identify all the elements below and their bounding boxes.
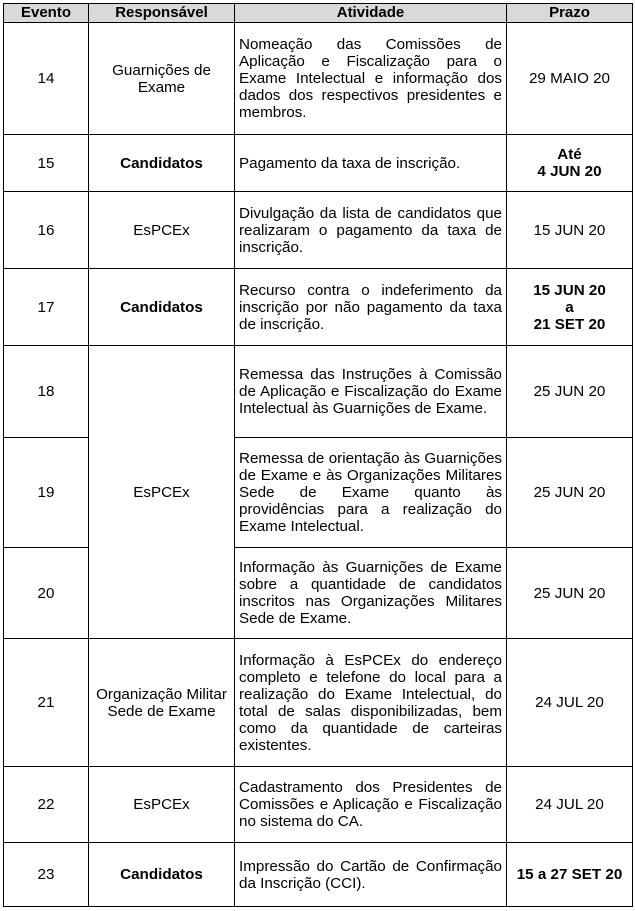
table-row <box>4 269 633 346</box>
prazo-line: 15 a 27 SET 20 <box>516 866 623 883</box>
prazo-line: a <box>565 298 574 316</box>
prazo-line: 4 JUN 20 <box>537 163 602 180</box>
atividade-cell: Informação à EsPCEx do endereço completo e telefone do local para a realização do Exame Intelectual, do total de salas disponibilizadas, bem como da quantidade de carteiras existentes. <box>235 639 507 767</box>
table-row <box>4 346 633 438</box>
evento-cell: 23 <box>4 843 89 907</box>
prazo-line: 25 JUN 20 <box>533 584 606 602</box>
responsavel-cell: Candidatos <box>89 135 235 192</box>
evento-cell: 22 <box>4 767 89 843</box>
atividade-cell: Informação às Guarnições de Exame sobre a quantidade de candidatos inscritos nas Organizações Militares Sede de Exame. <box>235 548 507 639</box>
schedule-table <box>3 3 633 907</box>
responsavel-cell: EsPCEx <box>89 767 235 843</box>
prazo-cell <box>507 346 633 438</box>
atividade-cell: Nomeação das Comissões de Aplicação e Fiscalização para o Exame Intelectual e informação dos dados dos respectivos presidentes e membros. <box>235 23 507 135</box>
prazo-cell <box>507 192 633 269</box>
responsavel-cell: Candidatos <box>89 843 235 907</box>
responsavel-cell: EsPCEx <box>89 346 235 639</box>
evento-cell: 16 <box>4 192 89 269</box>
prazo-cell <box>507 639 633 767</box>
prazo-cell <box>507 135 633 192</box>
prazo-line: Até <box>557 146 582 163</box>
atividade-cell: Recurso contra o indeferimento da inscrição por não pagamento da taxa de inscrição. <box>235 269 507 346</box>
prazo-line: 24 JUL 20 <box>535 694 604 711</box>
atividade-cell: Impressão do Cartão de Confirmação da Inscrição (CCI). <box>235 843 507 907</box>
prazo-cell <box>507 269 633 346</box>
table-row <box>4 639 633 767</box>
table-row <box>4 135 633 192</box>
prazo-cell <box>507 767 633 843</box>
header-prazo: Prazo <box>507 4 633 23</box>
table-row <box>4 192 633 269</box>
evento-cell: 21 <box>4 639 89 767</box>
prazo-cell <box>507 438 633 548</box>
table-row <box>4 23 633 135</box>
prazo-cell <box>507 548 633 639</box>
evento-cell: 14 <box>4 23 89 135</box>
atividade-cell: Cadastramento dos Presidentes de Comissões e Aplicação e Fiscalização no sistema do CA. <box>235 767 507 843</box>
header-evento: Evento <box>4 4 89 23</box>
evento-cell: 18 <box>4 346 89 438</box>
responsavel-cell: Guarnições de Exame <box>89 23 235 135</box>
atividade-cell: Remessa de orientação às Guarnições de Exame e às Organizações Militares Sede de Exame quanto às providências para a realização do Exame Intelectual. <box>235 438 507 548</box>
prazo-line: 21 SET 20 <box>533 315 606 333</box>
header-atividade: Atividade <box>235 4 507 23</box>
prazo-line: 25 JUN 20 <box>533 383 606 400</box>
prazo-cell <box>507 843 633 907</box>
header-responsavel: Responsável <box>89 4 235 23</box>
prazo-line: 25 JUN 20 <box>533 484 606 501</box>
responsavel-cell: Candidatos <box>89 269 235 346</box>
atividade-cell: Divulgação da lista de candidatos que realizaram o pagamento da taxa de inscrição. <box>235 192 507 269</box>
table-row <box>4 767 633 843</box>
prazo-line: 24 JUL 20 <box>535 796 604 813</box>
responsavel-cell: EsPCEx <box>89 192 235 269</box>
prazo-line: 15 JUN 20 <box>533 221 606 239</box>
prazo-line: 15 JUN 20 <box>533 281 606 299</box>
prazo-line: 29 MAIO 20 <box>528 70 611 87</box>
responsavel-cell: Organização Militar Sede de Exame <box>89 639 235 767</box>
atividade-cell: Pagamento da taxa de inscrição. <box>235 135 507 192</box>
table-row <box>4 843 633 907</box>
evento-cell: 17 <box>4 269 89 346</box>
atividade-cell: Remessa das Instruções à Comissão de Aplicação e Fiscalização do Exame Intelectual às Guarnições de Exame. <box>235 346 507 438</box>
evento-cell: 20 <box>4 548 89 639</box>
evento-cell: 19 <box>4 438 89 548</box>
header-row <box>4 4 633 23</box>
prazo-cell <box>507 23 633 135</box>
evento-cell: 15 <box>4 135 89 192</box>
